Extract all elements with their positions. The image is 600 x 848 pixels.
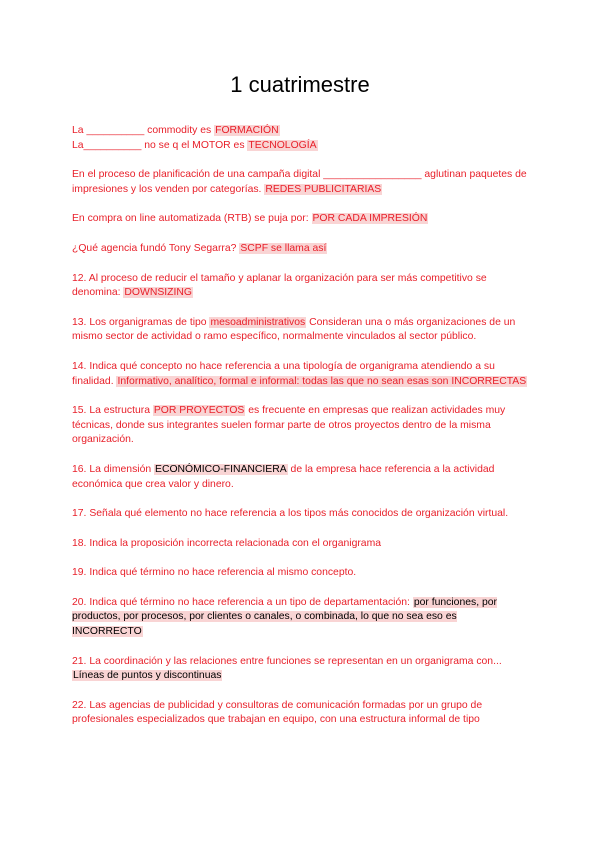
question-text: La __________ commodity es [72, 125, 215, 136]
highlighted-answer: por funciones, por productos, por procesos, por clientes o canales, o combinada, lo que no sea eso es INCORRECTO [72, 596, 497, 638]
paragraph [72, 316, 528, 345]
highlighted-answer: Líneas de puntos y discontinuas [73, 670, 222, 682]
paragraph [72, 404, 528, 448]
highlighted-answer: REDES PUBLICITARIAS [265, 183, 382, 195]
highlighted-answer: ECONÓMICO-FINANCIERA [155, 463, 287, 475]
question-text: En el proceso de planificación de una campaña digital _________________ aglutinan paquetes de impresiones y los venden por categorías. [72, 169, 527, 195]
question-text: 13. Los organigramas de tipo [72, 316, 210, 328]
question-text: En compra on line automatizada (RTB) se puja por: [72, 213, 312, 225]
highlighted-answer: DOWNSIZING [124, 287, 192, 299]
highlighted-answer: POR PROYECTOS [153, 405, 245, 417]
question-text: de la empresa hace referencia a la actividad económica que crea valor y dinero. [72, 463, 495, 490]
question-text: La__________ no se q el MOTOR es [72, 139, 248, 151]
question-text: ¿Qué agencia fundó Tony Segarra? [72, 242, 240, 254]
highlighted-answer: TECNOLOGÍA [248, 139, 317, 151]
highlighted-answer: POR CADA IMPRESIÓN [312, 213, 428, 225]
question-text: 19. Indica qué término no hace referencia al mismo concepto. [72, 567, 357, 579]
paragraph [72, 566, 528, 581]
paragraph [72, 212, 528, 227]
highlighted-answer: FORMACIÓN [215, 125, 279, 136]
question-text: 15. La estructura [72, 405, 153, 417]
highlighted-answer: mesoadministrativos [210, 316, 306, 328]
paragraph [72, 360, 528, 389]
highlighted-answer: Informativo, analítico, formal e informal: todas las que no sean esas son INCORRECTAS [117, 375, 527, 387]
paragraph [72, 699, 528, 728]
question-text: 17. Señala qué elemento no hace referencia a los tipos más conocidos de organización virtual. [72, 508, 509, 520]
question-text: es frecuente en empresas que realizan actividades muy técnicas, donde sus integrantes suelen formar parte de otros proyectos dentro de la misma organización. [72, 405, 506, 446]
question-text: Consideran una o más organizaciones de un mismo sector de actividad o ramo específico, normalmente vinculados al sector público. [72, 316, 516, 343]
document-body [72, 124, 528, 743]
paragraph [72, 124, 528, 153]
document-title: 1 cuatrimestre [230, 72, 370, 97]
question-text: 21. La coordinación y las relaciones entre funciones se representan en un organigrama con... [72, 655, 502, 667]
paragraph [72, 272, 528, 301]
paragraph [72, 655, 528, 684]
paragraph [72, 596, 528, 640]
paragraph [72, 463, 528, 492]
question-text: 16. La dimensión [72, 463, 155, 475]
highlighted-answer: SCPF se llama así [240, 242, 327, 254]
paragraph [72, 168, 528, 197]
question-text: 22. Las agencias de publicidad y consultoras de comunicación formadas por un grupo de profesionales especializados que trabajan en equipo, con una estructura informal de tipo [72, 699, 483, 726]
question-text: 14. Indica qué concepto no hace referencia a una tipología de organigrama atendiendo a su finalidad. [72, 360, 495, 387]
paragraph [72, 242, 528, 257]
paragraph [72, 507, 528, 522]
question-text: 12. Al proceso de reducir el tamaño y aplanar la organización para ser más competitivo se denomina: [72, 272, 487, 299]
question-text: 18. Indica la proposición incorrecta relacionada con el organigrama [72, 537, 382, 549]
paragraph [72, 537, 528, 552]
question-text: 20. Indica qué término no hace referencia a un tipo de departamentación: [72, 596, 413, 608]
